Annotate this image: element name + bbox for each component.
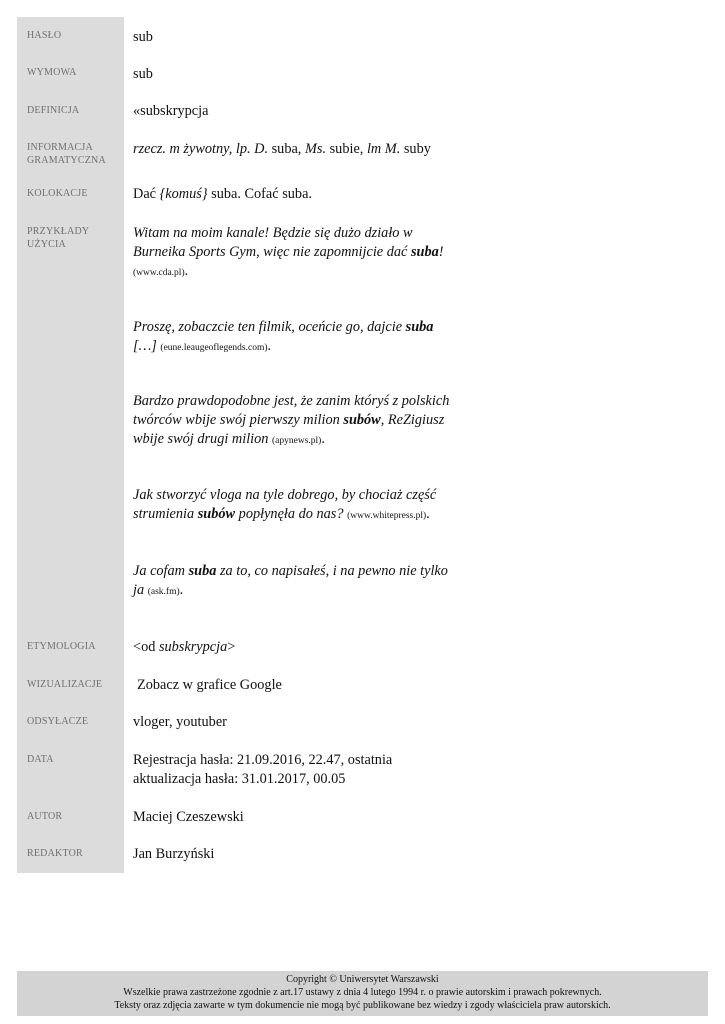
example-source: (www.whitepress.pl): [347, 511, 427, 521]
example-end: .: [179, 582, 184, 598]
example-headword: suba: [188, 563, 217, 579]
grammar-part6: suby: [400, 141, 431, 157]
example-5: [133, 562, 453, 602]
example-source: (apynews.pl): [272, 436, 322, 446]
label-przyklady-uzycia: [27, 225, 122, 251]
example-end: .: [426, 506, 430, 522]
date-line-1: Rejestracja hasła: 21.09.2016, 22.47, ostatnia: [133, 752, 393, 768]
grammar-part4: subie,: [326, 141, 367, 157]
label-odsylacze: ODSYŁACZE: [27, 716, 89, 727]
example-source: (www.cda.pl): [133, 268, 185, 278]
value-wymowa: sub: [133, 66, 153, 82]
example-end: .: [267, 338, 272, 354]
example-text: Ja cofam: [133, 563, 189, 579]
label-autor: AUTOR: [27, 811, 63, 822]
label-przyklady-line1: PRZYKŁADY: [27, 226, 90, 237]
label-przyklady-line2: UŻYCIA: [27, 239, 66, 250]
example-text: Bardzo prawdopodobne jest, że zanim któryś z polskich twórców wbije swój pierwszy milion: [133, 393, 450, 428]
example-text: popłynęła do nas?: [235, 506, 348, 522]
example-1: [133, 224, 453, 283]
collocation-part2: {komuś}: [159, 186, 208, 202]
example-end: .: [184, 263, 189, 279]
example-text: !: [438, 244, 444, 260]
example-4: [133, 486, 453, 526]
label-informacja-gramatyczna: [27, 141, 122, 167]
example-text: […]: [133, 338, 161, 354]
example-headword: suba: [410, 244, 439, 260]
example-text: Jak stworzyć vloga na tyle dobrego, by chociaż część strumienia: [133, 487, 437, 522]
etymology-open: <od: [133, 639, 159, 655]
label-informacja-line1: INFORMACJA: [27, 142, 93, 153]
example-source: (eune.leaugeoflegends.com): [160, 343, 268, 353]
copyright-footer: [17, 971, 708, 1016]
example-text: Witam na moim kanale! Będzie się dużo działo w Burneika Sports Gym, więc nie zapomnijcie dać: [133, 225, 413, 260]
value-data: [133, 751, 463, 789]
footer-copyright: Copyright © Uniwersytet Warszawski: [286, 974, 439, 985]
value-odsylacze: vloger, youtuber: [133, 714, 227, 730]
example-text: za to, co napisałeś, i na pewno nie tylko ja: [133, 563, 448, 598]
footer-notice: Teksty oraz zdjęcia zawarte w tym dokumencie nie mogą być publikowane bez wiedzy i zgody właściciela praw autorskich.: [114, 1000, 611, 1011]
label-data: DATA: [27, 754, 54, 765]
example-text: Proszę, zobaczcie ten filmik, oceńcie go, dajcie: [133, 319, 406, 335]
date-line-2: aktualizacja hasła: 31.01.2017, 00.05: [133, 771, 346, 787]
collocation-part1: Dać: [133, 186, 160, 202]
example-3: [133, 392, 453, 451]
grammar-part5: lm M.: [366, 141, 401, 157]
etymology-source-word: subskrypcja: [158, 639, 228, 655]
example-source: (ask.fm): [147, 587, 180, 597]
label-kolokacje: KOLOKACJE: [27, 188, 88, 199]
example-headword: subów: [343, 412, 381, 428]
value-definicja: «subskrypcja: [133, 103, 209, 119]
value-haslo: sub: [133, 29, 153, 45]
label-haslo: HASŁO: [27, 30, 62, 41]
value-informacja-gramatyczna: [133, 140, 463, 159]
example-text: , ReZigiusz wbije swój drugi milion: [133, 412, 445, 447]
label-etymologia: ETYMOLOGIA: [27, 641, 96, 652]
value-etymologia: [133, 638, 463, 657]
example-headword: subów: [197, 506, 236, 522]
example-2: [133, 318, 453, 358]
value-autor: Maciej Czeszewski: [133, 809, 244, 825]
label-definicja: DEFINICJA: [27, 105, 80, 116]
google-images-link[interactable]: Zobacz w grafice Google: [137, 677, 282, 693]
collocation-part3: suba. Cofać suba.: [207, 186, 312, 202]
grammar-part2: suba,: [268, 141, 305, 157]
etymology-close: >: [227, 639, 236, 655]
label-wizualizacje: WIZUALIZACJE: [27, 679, 103, 690]
value-redaktor: Jan Burzyński: [133, 846, 215, 862]
label-wymowa: WYMOWA: [27, 67, 77, 78]
value-kolokacje: [133, 185, 463, 204]
example-headword: suba: [405, 319, 434, 335]
example-end: .: [321, 431, 325, 447]
label-redaktor: REDAKTOR: [27, 848, 83, 859]
footer-rights: Wszelkie prawa zastrzeżone zgodnie z art.17 ustawy z dnia 4 lutego 1994 r. o prawie autorskim i prawach pokrewnych.: [123, 987, 602, 998]
grammar-part3: Ms.: [304, 141, 327, 157]
grammar-part1: rzecz. m żywotny, lp. D.: [133, 141, 269, 157]
label-informacja-line2: GRAMATYCZNA: [27, 155, 106, 166]
